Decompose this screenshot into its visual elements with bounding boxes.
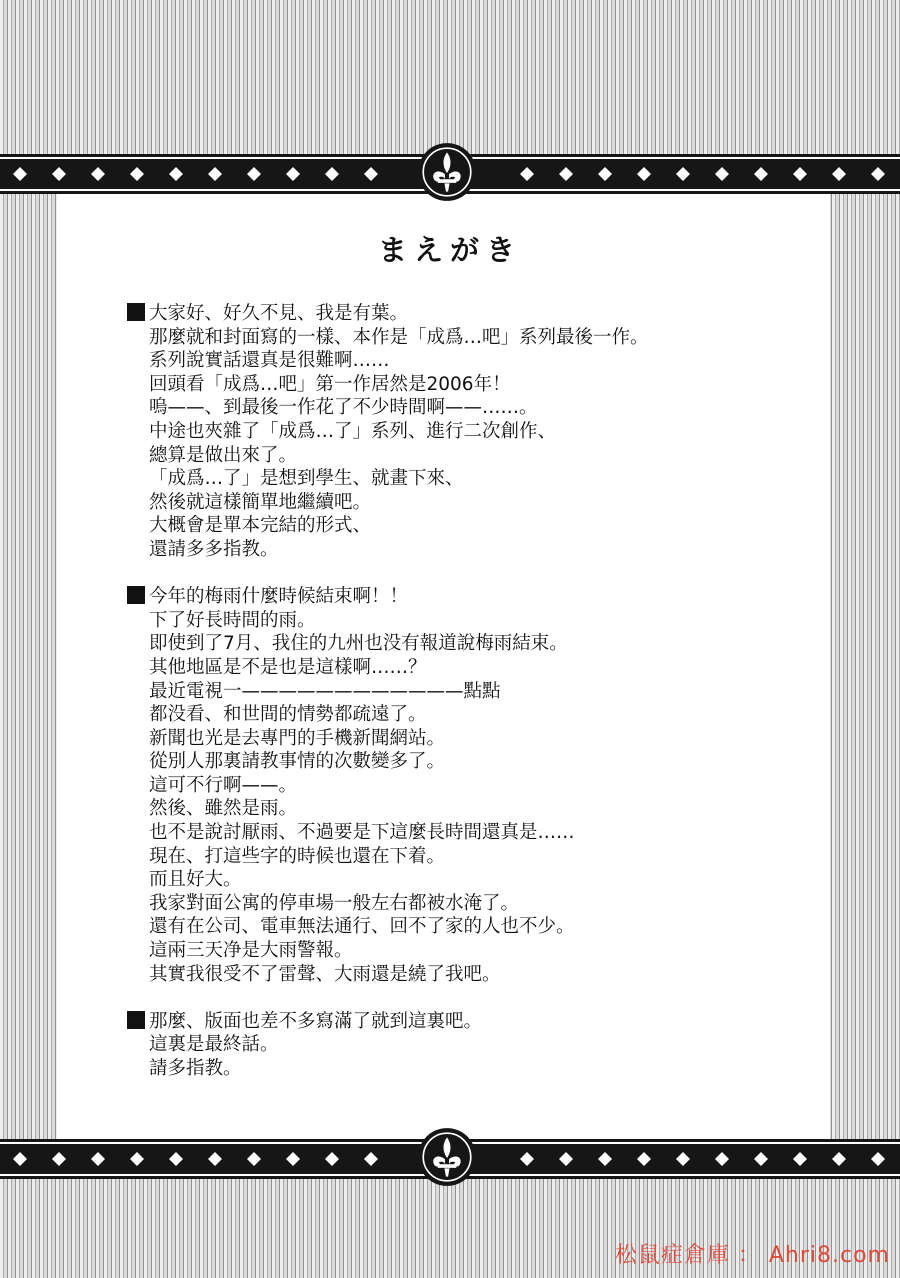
diamond-icon (520, 167, 534, 181)
diamond-icon (637, 167, 651, 181)
text-line: 系列說實話還真是很難啊…… (149, 350, 390, 372)
diamond-icon (91, 1152, 105, 1166)
section-heading-text: 今年的梅雨什麼時候結束啊！！ (149, 586, 409, 608)
diamond-icon (871, 1152, 885, 1166)
diamond-icon (52, 1152, 66, 1166)
diamond-icon (676, 167, 690, 181)
text-line: 這裏是最終話。 (149, 1034, 279, 1056)
text-line: 這兩三天净是大雨警報。 (149, 940, 353, 962)
section-heading-text: 那麼、版面也差不多寫滿了就到這裏吧。 (149, 1010, 483, 1032)
text-line: 即使到了7月、我住的九州也没有報道說梅雨結束。 (149, 633, 568, 655)
diamond-icon (598, 167, 612, 181)
text-line: 大概會是單本完結的形式、 (149, 515, 372, 537)
diamond-icon (130, 1152, 144, 1166)
diamond-icon (130, 167, 144, 181)
diamond-icon (286, 167, 300, 181)
diamond-icon (286, 1152, 300, 1166)
text-line: 都没看、和世間的情勢都疏遠了。 (149, 704, 427, 726)
diamond-icon (793, 167, 807, 181)
text-line: 總算是做出來了。 (149, 444, 298, 466)
diamond-icon (364, 167, 378, 181)
text-line: 然後就這樣簡單地繼續吧。 (149, 491, 372, 513)
text-line: 其實我很受不了雷聲、大雨還是繞了我吧。 (149, 963, 501, 985)
watermark: 松鼠症倉庫 ： Ahri8.com (614, 1243, 890, 1268)
text-line: 而且好大。 (149, 869, 242, 891)
diamond-icon (169, 1152, 183, 1166)
diamond-icon (637, 1152, 651, 1166)
text-line: 我家對面公寓的停車場一般左右都被水淹了。 (149, 892, 520, 914)
diamond-icon (754, 1152, 768, 1166)
text-line: 現在、打這些字的時候也還在下着。 (149, 845, 446, 867)
diamond-icon (676, 1152, 690, 1166)
text-line: 新聞也光是去專門的手機新聞網站。 (149, 727, 446, 749)
text-line: 然後、雖然是雨。 (149, 798, 298, 820)
text-line: 嗚——、到最後一作花了不少時間啊——……。 (149, 397, 538, 419)
bullet-square-icon (127, 1011, 145, 1029)
section-greeting (127, 302, 807, 562)
diamond-icon (832, 1152, 846, 1166)
diamond-icon (247, 167, 261, 181)
section-heading-text: 大家好、好久不見、我是有葉。 (149, 303, 409, 324)
text-line: 其他地區是不是也是這樣啊……？ (149, 656, 427, 678)
fleur-de-lis-icon (416, 141, 478, 203)
page-title: まえがき (377, 233, 522, 267)
diamond-icon (364, 1152, 378, 1166)
diamond-icon (325, 167, 339, 181)
text-line: 這可不行啊——。 (149, 774, 298, 796)
section-closing (127, 1010, 807, 1081)
text-line: 回頭看「成爲…吧」第一作居然是2006年！ (149, 373, 511, 395)
diamond-icon (52, 167, 66, 181)
diamond-icon (715, 167, 729, 181)
diamond-icon (208, 1152, 222, 1166)
diamond-icon (13, 1152, 27, 1166)
diamond-icon (871, 167, 885, 181)
text-line: 還請多多指教。 (149, 538, 279, 560)
bullet-square-icon (127, 303, 145, 321)
section-heading (127, 1010, 807, 1034)
bullet-square-icon (127, 586, 145, 604)
text-line: 那麼就和封面寫的一樣、本作是「成爲…吧」系列最後一作。 (149, 326, 649, 348)
diamond-icon (715, 1152, 729, 1166)
diamond-icon (559, 167, 573, 181)
diamond-icon (793, 1152, 807, 1166)
section-heading (127, 302, 807, 326)
diamond-icon (754, 167, 768, 181)
diamond-icon (325, 1152, 339, 1166)
diamond-icon (91, 167, 105, 181)
diamond-icon (169, 167, 183, 181)
text-line: 還有在公司、電車無法通行、回不了家的人也不少。 (149, 916, 575, 938)
diamond-icon (247, 1152, 261, 1166)
diamond-icon (13, 167, 27, 181)
section-heading (127, 585, 807, 609)
preface-body (127, 302, 807, 1104)
diamond-icon (520, 1152, 534, 1166)
section-rainy-season (127, 585, 807, 986)
text-line: 中途也夾雜了「成爲…了」系列、進行二次創作、 (149, 420, 557, 442)
text-line: 也不是說討厭雨、不過要是下這麼長時間還真是…… (149, 822, 575, 844)
text-line: 「成爲…了」是想到學生、就畫下來、 (149, 468, 464, 490)
diamond-icon (598, 1152, 612, 1166)
diamond-icon (208, 167, 222, 181)
diamond-icon (559, 1152, 573, 1166)
text-line: 最近電視一————————————點點 (149, 680, 501, 702)
text-line: 從別人那裏請教事情的次數變多了。 (149, 751, 446, 773)
text-line: 下了好長時間的雨。 (149, 609, 316, 631)
diamond-icon (832, 167, 846, 181)
fleur-de-lis-icon (416, 1126, 478, 1188)
text-line: 請多指教。 (149, 1058, 242, 1079)
